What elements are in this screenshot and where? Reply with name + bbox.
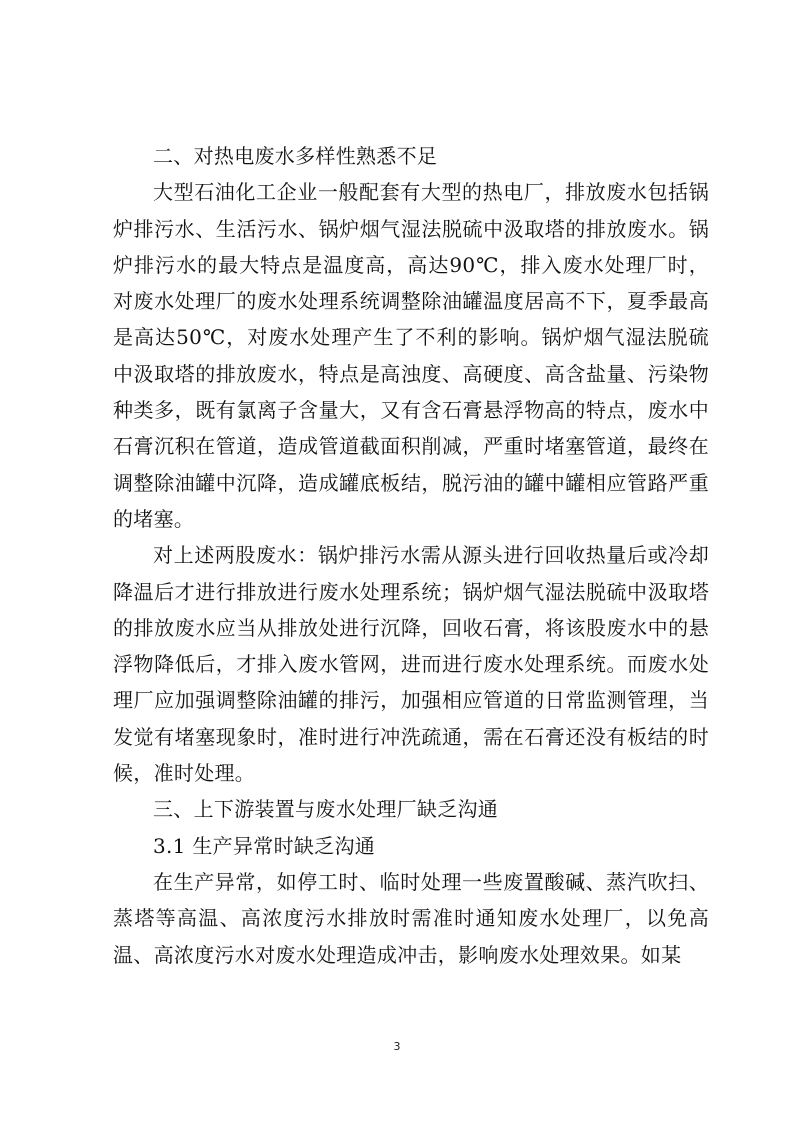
subsection-heading-3-1: 3.1 生产异常时缺乏沟通: [153, 833, 376, 858]
document-body: [113, 138, 709, 973]
paragraph-wastewater-types: 大型石油化工企业一般配套有大型的热电厂，排放废水包括锅炉排污水、生活污水、锅炉烟气湿法脱硫中汲取塔的排放废水。锅炉排污水的最大特点是温度高，高达90℃，排入废水处理厂时，对废水处理厂的废水处理系统调整除油罐温度居高不下，夏季最高是高达50℃，对废水处理产生了不利的影响。锅炉烟气湿法脱硫中汲取塔的排放废水，特点是高浊度、高硬度、高含盐量、污染物种类多，既有氯离子含量大，又有含石膏悬浮物高的特点，废水中石膏沉积在管道，造成管道截面积削减，严重时堵塞管道，最终在调整除油罐中沉降，造成罐底板结，脱污油的罐中罐相应管路严重的堵塞。: [113, 180, 709, 531]
section-heading-3: 三、上下游装置与废水处理厂缺乏沟通: [153, 797, 499, 822]
paragraph-treatment-measures: 对上述两股废水：锅炉排污水需从源头进行回收热量后或冷却降温后才进行排放进行废水处理系统；锅炉烟气湿法脱硫中汲取塔的排放废水应当从排放处进行沉降，回收石膏，将该股废水中的悬浮物降低后，才排入废水管网，进而进行废水处理系统。而废水处理厂应加强调整除油罐的排污，加强相应管道的日常监测管理，当发觉有堵塞现象时，准时进行冲洗疏通，需在石膏还没有板结的时候，准时处理。: [113, 543, 709, 786]
paragraph-abnormal-production: 在生产异常，如停工时、临时处理一些废置酸碱、蒸汽吹扫、蒸塔等高温、高浓度污水排放时需准时通知废水处理厂，以免高温、高浓度污水对废水处理造成冲击，影响废水处理效果。如某: [113, 869, 709, 967]
page-number: 3: [393, 1040, 401, 1053]
section-heading-2: 二、对热电废水多样性熟悉不足: [153, 144, 438, 168]
